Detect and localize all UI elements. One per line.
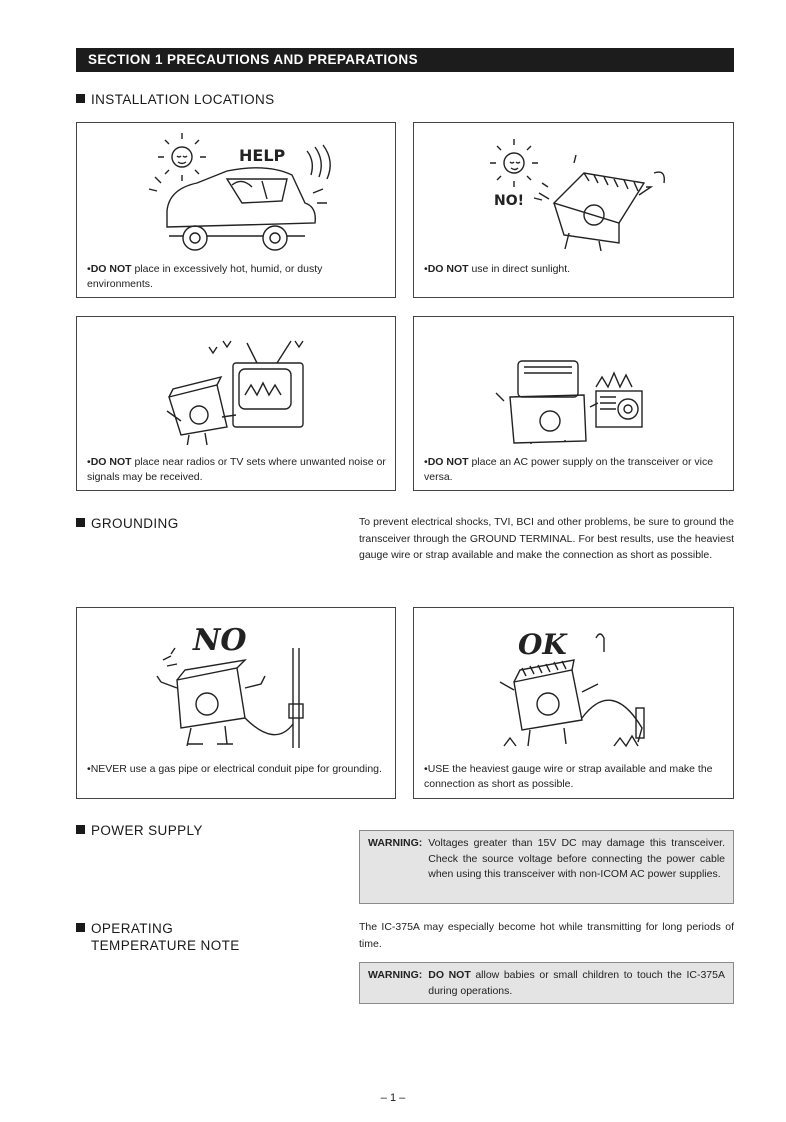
svg-text:NO!: NO! (494, 193, 525, 209)
panel-use-heaviest-wire (413, 607, 734, 799)
ac-supply-stacking-illustration-icon (414, 317, 735, 445)
warning-label: WARNING: (368, 969, 423, 981)
panel-ac-power-supply (413, 316, 734, 491)
warning-text: Voltages greater than 15V DC may damage this transceiver. Check the source voltage before connecting the power cable when using this transceiver with non-ICOM AC power supplies. (428, 837, 725, 880)
caption-never-gas-pipe: •NEVER use a gas pipe or electrical conduit pipe for grounding. (87, 763, 382, 775)
bullet-square-icon (76, 825, 85, 834)
tv-interference-illustration-icon (77, 317, 397, 445)
sunlight-illustration-icon (414, 123, 735, 253)
good-grounding-illustration-icon (414, 608, 735, 756)
bullet-square-icon (76, 923, 85, 932)
temperature-warning-box (359, 962, 734, 1004)
power-supply-heading: POWER SUPPLY (76, 822, 203, 839)
caption-near-radios-tv: •DO NOT place near radios or TV sets where unwanted noise or signals may be received. (87, 456, 386, 483)
svg-text:HELP: HELP (239, 146, 286, 165)
svg-text:NO: NO (193, 623, 247, 658)
section-title: SECTION 1 PRECAUTIONS AND PREPARATIONS (76, 48, 734, 72)
bad-grounding-illustration-icon (77, 608, 397, 756)
operating-temperature-paragraph: The IC-375A may especially become hot while transmitting for long periods of time. (359, 921, 734, 950)
grounding-paragraph: To prevent electrical shocks, TVI, BCI and other problems, be sure to ground the transceiver through the GROUND TERMINAL. For best results, use the heaviest gauge wire or strap available and make the connection as short as possible. (359, 516, 734, 561)
caption-direct-sunlight: •DO NOT use in direct sunlight. (424, 263, 571, 275)
grounding-heading: GROUNDING (76, 515, 179, 532)
caption-hot-humid-dusty: •DO NOT place in excessively hot, humid, or dusty environments. (87, 263, 323, 290)
panel-direct-sunlight (413, 122, 734, 298)
bullet-square-icon (76, 94, 85, 103)
page-number: – 1 – (380, 1092, 406, 1104)
operating-temperature-heading: OPERATING TEMPERATURE NOTE (76, 920, 240, 954)
installation-heading: INSTALLATION LOCATIONS (76, 91, 275, 108)
panel-near-radios-tv (76, 316, 396, 491)
warning-text: DO NOT allow babies or small children to touch the IC-375A during operations. (428, 969, 725, 997)
svg-text:OK: OK (518, 628, 567, 661)
warning-label: WARNING: (368, 837, 423, 849)
bullet-square-icon (76, 518, 85, 527)
panel-never-gas-pipe (76, 607, 396, 799)
hot-car-illustration-icon (77, 123, 397, 253)
panel-hot-humid-dusty (76, 122, 396, 298)
power-supply-warning-box (359, 830, 734, 904)
caption-use-heaviest-wire: •USE the heaviest gauge wire or strap available and make the connection as short as possible. (424, 763, 713, 790)
caption-ac-power-supply: •DO NOT place an AC power supply on the transceiver or vice versa. (424, 456, 714, 483)
